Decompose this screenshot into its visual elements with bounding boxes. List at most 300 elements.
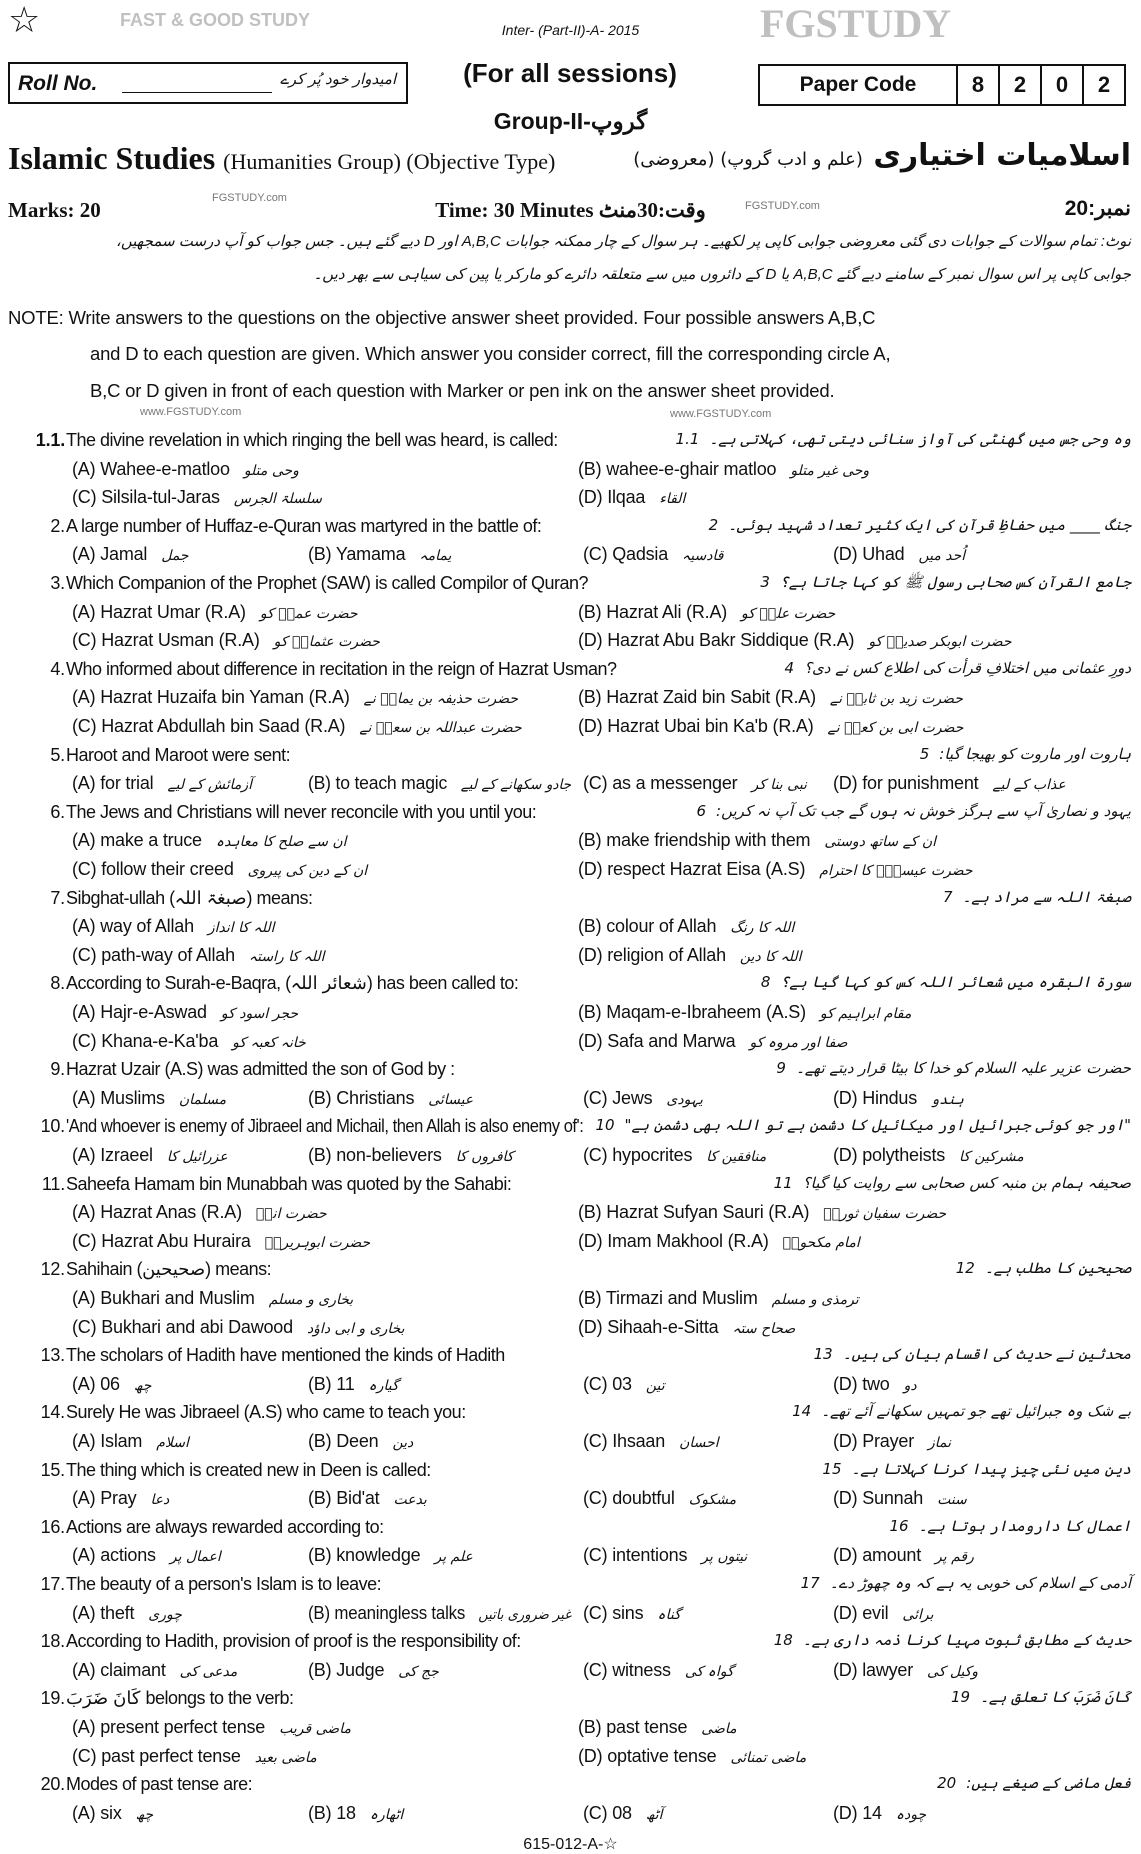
option-label: (B) [578, 1202, 602, 1223]
option-label: (D) [578, 716, 603, 736]
option-label: (C) [583, 1373, 608, 1394]
option-text: for punishment [862, 773, 979, 794]
question-urdu-number: 14 [792, 1402, 812, 1421]
option-text: evil [862, 1602, 889, 1623]
option-a [72, 544, 189, 565]
option-text: for trial [100, 773, 154, 794]
question-6 [0, 802, 1141, 830]
question-number: 18. [40, 1631, 65, 1652]
option-label: (C) [583, 1659, 608, 1680]
option-text: Imam Makhool (R.A) [607, 1230, 769, 1251]
option-a [72, 1002, 298, 1023]
question-number: 2. [50, 515, 65, 536]
option-d [833, 1088, 964, 1109]
question-urdu-number: 13 [813, 1345, 833, 1364]
question-3 [0, 573, 1141, 601]
question-line [0, 1603, 1141, 1631]
option-d [833, 1660, 978, 1681]
option-label: (C) [583, 773, 608, 794]
option-text: meaningless talks [334, 1602, 466, 1623]
question-line [0, 716, 1141, 744]
option-text: Qadsia [612, 544, 669, 565]
question-line [0, 1031, 1141, 1059]
question-text: Saheefa Hamam bin Munabbah was quoted by the Sahabi: [66, 1173, 512, 1194]
option-text: 14 [862, 1802, 882, 1823]
english-note-line: and D to each question are given. Which answer you consider correct, fill the corresponding circle A, [90, 343, 891, 364]
option-text: actions [100, 1545, 156, 1566]
question-16 [0, 1517, 1141, 1545]
option-label: (D) [578, 1030, 603, 1051]
question-number: 1.1. [35, 430, 65, 450]
option-text: amount [862, 1545, 922, 1566]
option-a [72, 1660, 237, 1681]
option-label: (C) [72, 1030, 97, 1051]
question-text: Who informed about difference in recitation in the reign of Hazrat Usman? [66, 658, 617, 679]
option-a [72, 1288, 353, 1309]
question-line [0, 1746, 1141, 1774]
question-line [0, 1145, 1141, 1173]
option-urdu: ماضی [701, 1721, 737, 1737]
option-label: (A) [72, 1488, 96, 1509]
question-line [0, 602, 1141, 630]
option-urdu: مسلمان [178, 1091, 227, 1108]
question-urdu [943, 888, 1131, 906]
option-urdu: احسان [679, 1435, 719, 1451]
option-label: (D) [578, 859, 603, 879]
option-c [72, 1031, 306, 1052]
option-label: (C) [583, 1145, 608, 1165]
option-d [833, 1603, 934, 1624]
option-b [308, 1488, 427, 1509]
option-text: sins [612, 1602, 644, 1623]
question-urdu [920, 745, 1131, 763]
option-text: Hazrat Ali (R.A) [606, 601, 728, 622]
option-text: Sihaah-e-Sitta [607, 1316, 719, 1337]
option-urdu: سلسلۃ الجرس [233, 491, 322, 508]
option-a [72, 459, 299, 480]
option-text: past perfect tense [101, 1745, 241, 1766]
option-text: optative tense [607, 1745, 717, 1766]
option-text: present perfect tense [100, 1717, 266, 1737]
option-text: Ihsaan [612, 1431, 666, 1451]
question-urdu-number: 17 [800, 1574, 820, 1592]
option-urdu: ان کے ساتھ دوستی [824, 834, 937, 851]
question-urdu-number: 4 [784, 658, 795, 677]
option-text: Bukhari and abi Dawood [101, 1316, 293, 1337]
option-urdu: نماز [928, 1435, 952, 1451]
option-text: witness [612, 1659, 671, 1680]
option-a [72, 1202, 327, 1223]
question-number: 6. [50, 801, 65, 822]
option-d [578, 1031, 848, 1052]
question-urdu-text: بے شک وہ جبرائیل تھے جو تمہیں سکھانے آئے تھے۔ [821, 1402, 1131, 1421]
option-text: knowledge [336, 1545, 421, 1566]
question-line [0, 1803, 1141, 1831]
question-number: 10. [40, 1116, 65, 1137]
question-urdu-number: 8 [760, 973, 771, 992]
option-label: (C) [72, 630, 97, 651]
option-d [833, 1145, 1024, 1166]
option-label: (D) [833, 1659, 858, 1680]
option-label: (C) [72, 487, 97, 508]
option-label: (C) [72, 716, 97, 736]
option-a [72, 1374, 151, 1395]
option-c [583, 1545, 747, 1566]
question-urdu-number: 1.1 [675, 430, 700, 448]
option-urdu: تین [645, 1377, 665, 1394]
option-label: (B) [308, 1431, 332, 1451]
question-urdu-number: 7 [942, 887, 953, 906]
option-urdu: ان کے دین کی پیروی [247, 863, 368, 879]
option-c [72, 1231, 370, 1252]
option-b [308, 1374, 399, 1395]
option-label: (C) [583, 1802, 608, 1823]
option-label: (B) [308, 544, 332, 565]
subject-urdu-main: اسلامیات اختیاری [873, 138, 1131, 173]
option-a [72, 687, 518, 708]
option-c [72, 1317, 405, 1338]
question-line [0, 1317, 1141, 1345]
option-label: (D) [578, 1230, 603, 1251]
option-text: path-way of Allah [101, 944, 235, 965]
option-urdu: اُحد میں [918, 548, 966, 565]
question-urdu [792, 1402, 1131, 1420]
option-urdu: عیسائی [428, 1091, 474, 1108]
option-urdu: جادو سکھانے کے لیے [460, 777, 572, 794]
question-line [0, 1717, 1141, 1745]
question-number: 16. [40, 1516, 65, 1537]
option-label: (C) [583, 1488, 608, 1509]
question-urdu [785, 659, 1131, 677]
option-text: Bid'at [336, 1488, 380, 1509]
question-line [0, 945, 1141, 973]
option-label: (D) [833, 773, 858, 794]
question-line [0, 1545, 1141, 1573]
question-text: Which Companion of the Prophet (SAW) is called Compilor of Quran? [66, 573, 589, 593]
option-text: theft [100, 1602, 135, 1623]
option-urdu: چھ [135, 1806, 154, 1823]
option-urdu: اللہ کا راستہ [248, 948, 325, 965]
option-text: Wahee-e-matloo [100, 458, 230, 479]
question-urdu-text: فعل ماضی کے صیغے ہیں: [966, 1774, 1131, 1793]
option-text: Hazrat Umar (R.A) [100, 601, 246, 622]
question-urdu [889, 1517, 1131, 1535]
option-text: Maqam-e-Ibraheem (A.S) [606, 1002, 806, 1022]
question-urdu-text: سورۃ البقرہ میں شعائر اللہ کس کو کہا گیا ہے؟ [780, 973, 1131, 992]
option-text: Christians [336, 1087, 415, 1108]
option-text: Khana-e-Ka'ba [101, 1030, 219, 1051]
option-d [578, 487, 685, 508]
option-label: (B) [308, 773, 331, 794]
paper-code-label: Paper Code [799, 73, 917, 96]
paper-footer-code: 615-012-A-☆ [523, 1836, 618, 1853]
option-urdu: حضرت علیؓ کو [741, 605, 836, 622]
option-d [578, 1317, 795, 1338]
option-b [578, 602, 835, 623]
option-urdu: جج کی [398, 1663, 439, 1680]
option-label: (D) [833, 1431, 858, 1451]
option-b [578, 1288, 859, 1309]
option-c [583, 1603, 681, 1624]
option-label: (C) [583, 544, 608, 565]
question-text: The thing which is created new in Deen is called: [66, 1459, 431, 1480]
question-10 [0, 1116, 1141, 1144]
question-7 [0, 888, 1141, 916]
question-number: 7. [50, 887, 65, 908]
option-urdu: یہودی [666, 1091, 703, 1108]
option-a [72, 1603, 182, 1624]
option-urdu: دین [392, 1435, 414, 1451]
option-b [578, 459, 869, 480]
question-line [0, 1002, 1141, 1030]
option-label: (B) [578, 916, 602, 937]
option-c [583, 1488, 736, 1509]
question-text: According to Hadith, provision of proof is the responsibility of: [66, 1631, 521, 1652]
option-urdu: ترمذی و مسلم [771, 1292, 859, 1308]
group-label: Group-II-گروپ [493, 108, 648, 134]
option-label: (A) [72, 1431, 96, 1451]
option-b [578, 1002, 911, 1023]
option-label: (A) [72, 544, 96, 565]
watermark-logo: FGSTUDY [760, 1, 952, 46]
option-text: Izraeel [100, 1145, 153, 1165]
question-urdu-number: 15 [822, 1459, 842, 1478]
question-line [0, 1202, 1141, 1230]
option-c [583, 1088, 703, 1109]
question-17 [0, 1574, 1141, 1602]
option-urdu: اللہ کا انداز [207, 920, 275, 937]
paper-code-digit: 2 [1082, 66, 1124, 104]
option-a [72, 916, 274, 937]
option-urdu: نبی بنا کر [751, 777, 807, 794]
option-label: (B) [308, 1087, 332, 1108]
question-number: 20. [40, 1774, 65, 1795]
option-d [833, 773, 1066, 794]
option-label: (C) [583, 1602, 608, 1623]
option-urdu: بخاری و مسلم [268, 1292, 354, 1308]
question-text: Sibghat-ullah (صبغۃ اللہ) means: [66, 887, 313, 908]
question-urdu-text: صبغۃ اللہ سے مراد ہے۔ [962, 887, 1131, 906]
question-urdu [760, 573, 1131, 595]
question-5 [0, 745, 1141, 773]
option-urdu: غیر ضروری باتیں [478, 1606, 572, 1623]
option-urdu: حجر اسود کو [220, 1006, 299, 1022]
option-label: (A) [72, 601, 96, 622]
option-label: (B) [578, 1288, 602, 1308]
roll-number-box [8, 62, 408, 104]
question-text: كَانَ ضَرَبَ belongs to the verb: [66, 1688, 294, 1709]
option-urdu: چودہ [895, 1806, 927, 1823]
sessions-label: (For all sessions) [463, 58, 677, 88]
option-urdu: منافقین کا [706, 1149, 767, 1165]
option-urdu: حضرت زید بن ثابتؓ نے [829, 691, 963, 708]
question-line [0, 1660, 1141, 1688]
question-number: 4. [50, 658, 65, 679]
option-urdu: گواہ کی [684, 1663, 734, 1680]
option-d [578, 1746, 806, 1767]
option-label: (D) [578, 487, 603, 508]
option-urdu: امام مکحولؒ [782, 1234, 860, 1251]
option-urdu: گناہ [657, 1606, 681, 1623]
option-label: (C) [72, 944, 97, 965]
option-label: (A) [72, 458, 96, 479]
option-text: Hazrat Ubai bin Ka'b (R.A) [607, 716, 814, 736]
question-urdu-text: حدیث کے مطابق ثبوت مہیا کرنا ذمہ داری ہے۔ [802, 1631, 1131, 1650]
option-urdu: آٹھ [645, 1806, 663, 1823]
question-urdu-number: 2 [708, 515, 719, 534]
star-icon: ☆ [8, 0, 41, 41]
option-a [72, 1717, 351, 1738]
option-label: (A) [72, 1002, 96, 1022]
option-label: (D) [833, 1602, 858, 1623]
option-label: (C) [583, 1087, 608, 1108]
question-line [0, 459, 1141, 487]
question-urdu [951, 1688, 1131, 1706]
option-text: Hazrat Huzaifa bin Yaman (R.A) [100, 687, 350, 708]
option-label: (A) [72, 1602, 96, 1623]
option-urdu: صفا اور مروہ کو [749, 1034, 848, 1051]
question-11 [0, 1174, 1141, 1202]
option-text: 18 [336, 1802, 356, 1823]
question-urdu [761, 973, 1131, 991]
watermark-logo-sub: FAST & GOOD STUDY [120, 10, 311, 30]
option-a [72, 602, 358, 623]
option-urdu: صحاح ستہ [732, 1320, 796, 1337]
question-13 [0, 1345, 1141, 1373]
option-urdu: جمل [161, 548, 189, 565]
question-urdu [776, 1059, 1131, 1077]
option-label: (A) [72, 1087, 96, 1108]
question-line [0, 1431, 1141, 1459]
option-label: (D) [578, 1745, 603, 1766]
option-urdu: مدعی کی [179, 1663, 238, 1680]
subject-main: Islamic Studies [8, 140, 216, 176]
option-text: Hazrat Abu Huraira [101, 1230, 251, 1251]
question-19 [0, 1688, 1141, 1716]
question-text: A large number of Huffaz-e-Quran was martyred in the battle of: [66, 515, 542, 536]
question-urdu-number: 9 [776, 1059, 786, 1078]
option-text: Hajr-e-Aswad [100, 1002, 207, 1022]
question-text: Modes of past tense are: [66, 1774, 253, 1795]
option-urdu: مقام ابراہیم کو [819, 1006, 912, 1022]
option-text: Islam [100, 1431, 143, 1451]
option-urdu: ان سے صلح کا معاہدہ [215, 834, 347, 851]
question-urdu [709, 516, 1131, 534]
option-label: (B) [308, 1802, 332, 1823]
option-text: to teach magic [335, 773, 448, 794]
option-text: hypocrites [612, 1145, 693, 1165]
option-label: (A) [72, 1373, 96, 1394]
option-text: Prayer [862, 1431, 915, 1451]
question-urdu-text: صحیحین کا مطلب ہے۔ [984, 1259, 1131, 1278]
question-urdu-number: 16 [889, 1516, 909, 1535]
option-text: Ilqaa [607, 487, 646, 508]
option-label: (B) [578, 1002, 602, 1022]
question-text: According to Surah-e-Baqra, (شعائر اللہ) has been called to: [66, 973, 519, 994]
option-text: intentions [612, 1545, 688, 1566]
option-text: 08 [612, 1802, 632, 1823]
option-text: Deen [336, 1431, 379, 1451]
option-text: make a truce [100, 830, 202, 851]
question-urdu-number: 5 [919, 744, 930, 763]
option-text: Tirmazi and Muslim [605, 1288, 758, 1308]
option-urdu: دو [903, 1377, 917, 1394]
option-urdu: حضرت عیسیٰؑ کا احترام [819, 863, 973, 879]
urdu-note-line: نوٹ: تمام سوالات کے جوابات دی گئی معروضی جوابی کاپی پر لکھیے۔ ہر سوال کے چار ممکنہ جوابات A,B,C اور D دیے گئے ہیں۔ جس جواب کو آپ درست سمجھیں، [116, 233, 1131, 250]
option-urdu: چوری [148, 1606, 182, 1623]
option-urdu: حضرت سفیان ثوریؒ [823, 1206, 947, 1223]
question-number: 13. [40, 1345, 65, 1366]
option-label: (D) [833, 1373, 858, 1394]
option-c [583, 544, 723, 565]
option-c [583, 1145, 766, 1166]
option-b [308, 1803, 403, 1824]
option-urdu: حضرت عثمانؓ کو [273, 634, 380, 651]
option-a [72, 1145, 228, 1166]
option-label: (A) [72, 830, 96, 851]
option-urdu: خانہ کعبہ کو [232, 1034, 306, 1051]
question-line [0, 1374, 1141, 1402]
question-urdu-text: حضرت عزیر علیہ السلام کو خدا کا بیٹا قرار دیتے تھے۔ [795, 1059, 1131, 1078]
option-text: religion of Allah [607, 944, 726, 965]
question-1 [0, 430, 1141, 458]
option-b [308, 544, 451, 565]
option-label: (D) [833, 1545, 858, 1566]
question-9 [0, 1059, 1141, 1087]
question-text: The divine revelation in which ringing the bell was heard, is called: [66, 430, 558, 450]
option-urdu: حضرت ابی بن کعبؓ نے [827, 720, 964, 736]
option-urdu: دعا [150, 1492, 170, 1509]
option-c [72, 945, 325, 966]
option-text: non-believers [336, 1145, 442, 1165]
option-urdu: یمامہ [419, 548, 452, 565]
question-urdu-number: 20 [937, 1774, 957, 1793]
question-urdu-number: 3 [760, 573, 770, 591]
question-12 [0, 1259, 1141, 1287]
question-line [0, 1231, 1141, 1259]
option-text: Hindus [862, 1087, 918, 1108]
option-text: two [862, 1373, 890, 1394]
option-urdu: حضرت حذیفہ بن یمانؓ نے [363, 691, 519, 708]
english-note-line: B,C or D given in front of each question with Marker or pen ink on the answer sheet provided. [90, 380, 835, 401]
question-urdu-text: دورِ عثمانی میں اختلافِ قرأت کی اطلاع کس نے دی؟ [804, 658, 1131, 677]
question-text: Haroot and Maroot were sent: [66, 744, 291, 765]
option-a [72, 1431, 189, 1452]
option-b [308, 773, 571, 794]
option-urdu: مشکوک [688, 1492, 737, 1509]
option-text: Jews [612, 1087, 653, 1108]
question-4 [0, 659, 1141, 687]
option-c [72, 716, 522, 737]
question-number: 3. [50, 573, 65, 593]
option-urdu: عزرائیل کا [166, 1149, 228, 1165]
subject-title [8, 140, 555, 177]
question-urdu-text: یہود و نصاریٰ آپ سے ہرگز خوش نہ ہوں گے جب تک آپ نہ کریں: [716, 801, 1131, 820]
option-label: (B) [308, 1145, 332, 1165]
option-urdu: حضرت انسؓ [255, 1206, 327, 1223]
option-label: (D) [833, 1087, 858, 1108]
option-label: (B) [308, 1373, 332, 1394]
question-urdu-text: "اور جو کوئی جبرائیل اور میکائیل کا دشمن ہے تو اللہ بھی دشمن ہے" [624, 1116, 1131, 1135]
option-text: Hazrat Zaid bin Sabit (R.A) [606, 687, 816, 708]
question-text: Hazrat Uzair (A.S) was admitted the son of God by : [66, 1059, 455, 1080]
option-urdu: رقم پر [935, 1549, 974, 1566]
option-b [578, 1717, 737, 1738]
option-c [583, 773, 807, 794]
question-number: 15. [40, 1459, 65, 1480]
option-text: 11 [336, 1373, 355, 1394]
option-text: Hazrat Abu Bakr Siddique (R.A) [607, 630, 855, 651]
